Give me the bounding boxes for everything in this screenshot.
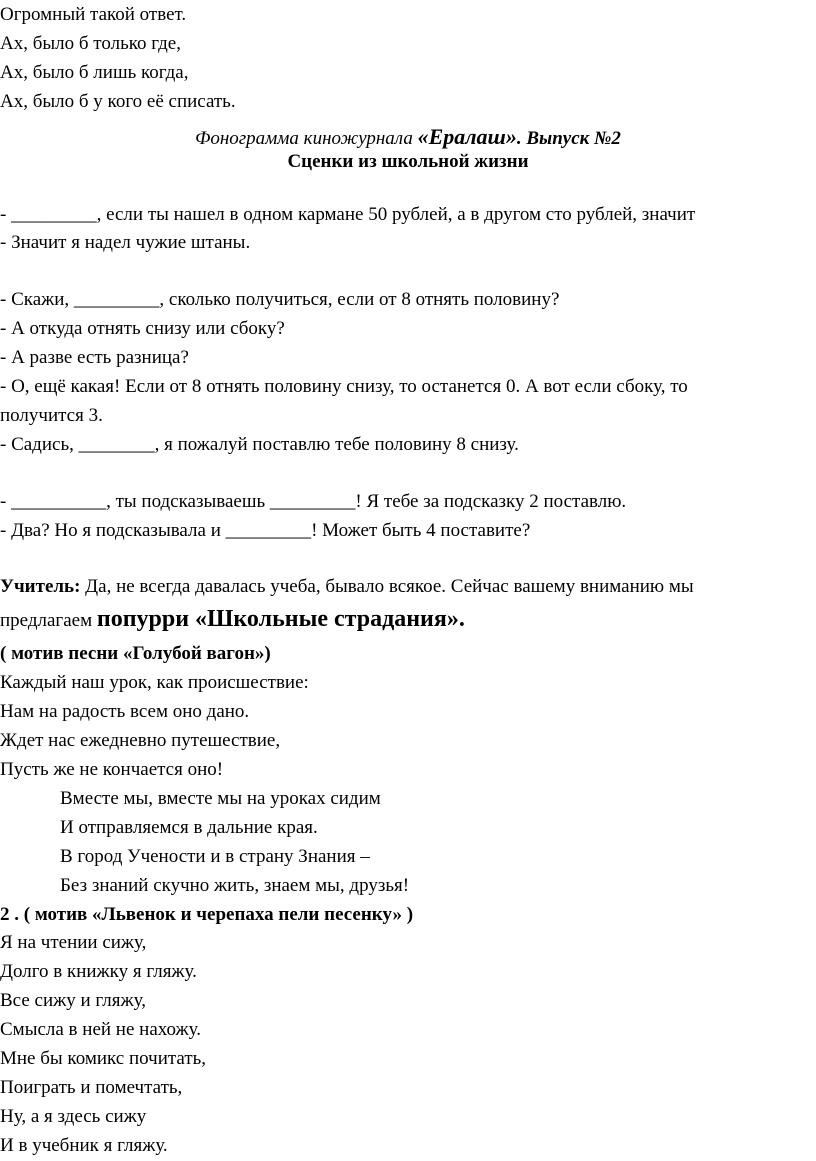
heading-prefix: Фонограмма киножурнала: [195, 128, 418, 149]
poem-line: Ах, было б у кого её списать.: [0, 91, 236, 112]
chorus-line: Вместе мы, вместе мы на уроках сидим: [60, 788, 381, 809]
heading-suffix: . Выпуск №2: [516, 128, 621, 149]
dialogue-line: - А откуда отнять снизу или сбоку?: [0, 318, 285, 339]
chorus-line: В город Учености и в страну Знания –: [60, 846, 370, 867]
song-line: Каждый наш урок, как происшествие:: [0, 672, 309, 693]
song-line: Долго в книжку я гляжу.: [0, 961, 197, 982]
song-line: Ну, а я здесь сижу: [0, 1106, 147, 1127]
poem-line: Ах, было б только где,: [0, 33, 181, 54]
teacher-label: Учитель:: [0, 576, 81, 597]
dialogue-line: - __________, ты подсказываешь _________! Я тебе за подсказку 2 поставлю.: [0, 491, 627, 512]
song-line: Поиграть и помечтать,: [0, 1077, 183, 1098]
section-heading: [0, 123, 816, 151]
dialogue-line: - А разве есть разница?: [0, 347, 189, 368]
song-line: И в учебник я гляжу.: [0, 1135, 168, 1156]
song-title: ( мотив песни «Голубой вагон»): [0, 643, 271, 664]
section-subtitle: Сценки из школьной жизни: [287, 151, 529, 172]
song-line: Ждет нас ежедневно путешествие,: [0, 730, 281, 751]
chorus-line: Без знаний скучно жить, знаем мы, друзья!: [60, 875, 410, 896]
heading-brand: «Ералаш»: [417, 124, 517, 149]
song-line: Смысла в ней не нахожу.: [0, 1019, 202, 1040]
dialogue-line: - О, ещё какая! Если от 8 отнять половину снизу, то останется 0. А вот если сбоку, то: [0, 376, 688, 397]
dialogue-line: - Садись, ________, я пожалуй поставлю тебе половину 8 снизу.: [0, 434, 519, 455]
song-line: Мне бы комикс почитать,: [0, 1048, 207, 1069]
song-line: Пусть же не кончается оно!: [0, 759, 224, 780]
song-line: Все сижу и гляжу,: [0, 990, 146, 1011]
teacher-line: предлагаем попурри «Школьные страдания».: [0, 606, 465, 632]
dialogue-line: - _________, если ты нашел в одном кармане 50 рублей, а в другом сто рублей, значит: [0, 204, 696, 225]
teacher-line: Учитель: Да, не всегда давалась учеба, бывало всякое. Сейчас вашему вниманию мы: [0, 576, 694, 597]
song-title: 2 . ( мотив «Львенок и черепаха пели песенку» ): [0, 904, 414, 925]
chorus-line: И отправляемся в дальние края.: [60, 817, 318, 838]
dialogue-line: - Значит я надел чужие штаны.: [0, 232, 251, 253]
song-line: Нам на радость всем оно дано.: [0, 701, 250, 722]
dialogue-line: - Скажи, _________, сколько получиться, если от 8 отнять половину?: [0, 289, 560, 310]
dialogue-line: - Два? Но я подсказывала и _________! Может быть 4 поставите?: [0, 520, 531, 541]
dialogue-line: получится 3.: [0, 405, 103, 426]
potpourri-title: попурри «Школьные страдания».: [96, 606, 465, 632]
poem-line: Ах, было б лишь когда,: [0, 62, 189, 83]
poem-line: Огромный такой ответ.: [0, 4, 187, 25]
song-line: Я на чтении сижу,: [0, 932, 147, 953]
